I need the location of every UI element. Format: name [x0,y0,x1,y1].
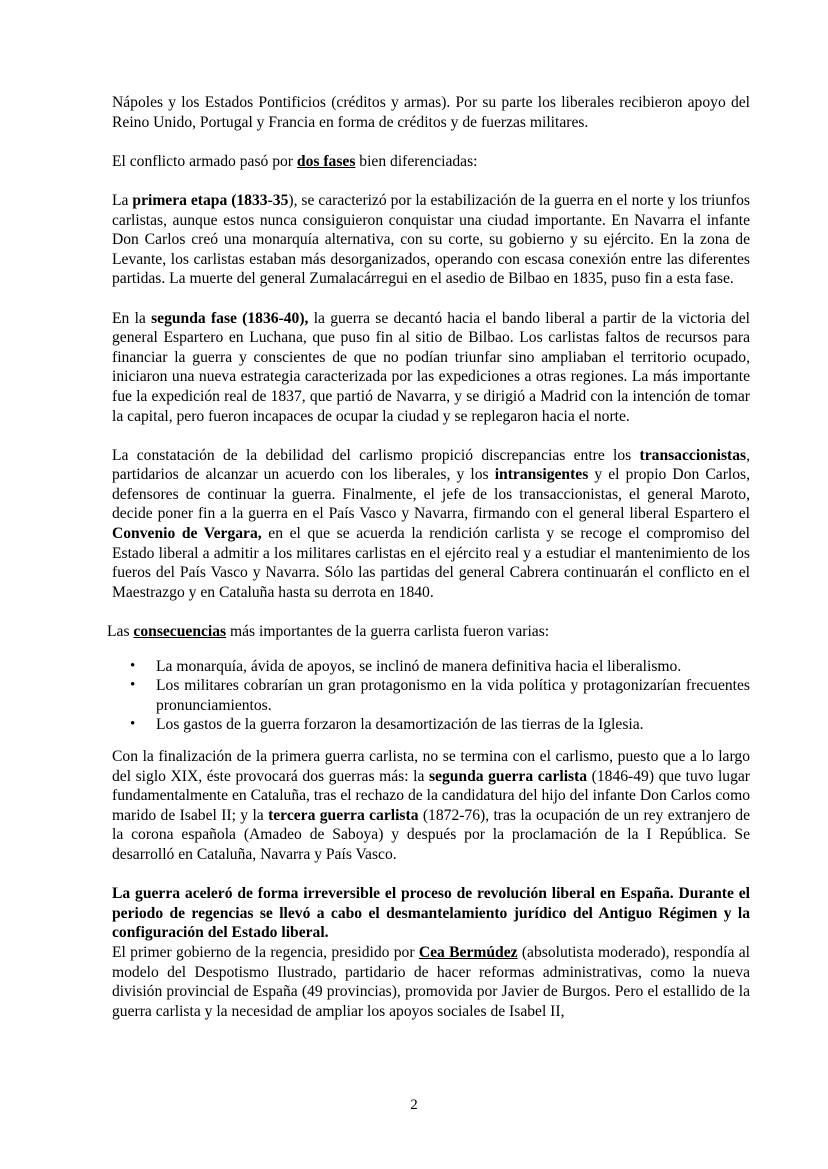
emphasis-transaccionistas: transaccionistas [639,446,747,464]
emphasis-dos-fases: dos fases [296,152,356,170]
emphasis-consecuencias: consecuencias [133,623,227,641]
list-item: • Los militares cobrarían un gran protagonismo en la vida política y protagonizarían frecuentes pronunciamientos. [156,676,750,715]
page-number: 2 [410,1097,418,1113]
paragraph-first-stage: La primera etapa (1833-35), se caracterizó por la estabilización de la guerra en el norte y los triunfos carlistas, aunque estos nunca consiguieron conquistar una ciudad importante. En Navarra el infante Don Carlos creó una monarquía alternativa, con su corte, su gobierno y su ejército. En la zona de Levante, los carlistas estaban más desorganizados, operando con escasa conexión entre las diferentes partidas. La muerte del general Zumalacárregui en el asedio de Bilbao en 1835, puso fin a esta fase. [112,191,750,288]
paragraph-vergara: La constatación de la debilidad del carlismo propició discrepancias entre los transaccionistas, partidarios de alcanzar un acuerdo con los liberales, y los intransigentes y el propio Don Carlos, defensores de continuar la guerra. Finalmente, el jefe de los transaccionistas, el general Maroto, decide poner fin a la guerra en el País Vasco y Navarra, firmando con el general liberal Espartero el Convenio de Vergara, en el que se acuerda la rendición carlista y se recoge el compromiso del Estado liberal a admitir a los militares carlistas en el ejército real y a estudiar el mantenimiento de los fueros del País Vasco y Navarra. Sólo las partidas del general Cabrera continuarán el conflicto en el Maestrazgo y en Cataluña hasta su derrota en 1840. [112,446,751,601]
paragraph-second-stage: En la segunda fase (1836-40), la guerra se decantó hacia el bando liberal a partir de la victoria del general Espartero en Luchana, que puso fin al sitio de Bilbao. Los carlistas faltos de recursos para financiar la guerra y conscientes de que no podían triunfar sino ampliaban el territorio ocupado, iniciaron una nueva estrategia caracterizada por las expediciones a otras regiones. La más importante fue la expedición real de 1837, que partió de Navarra, y se dirigió a Madrid con la intención de tomar la capital, pero fueron incapaces de ocupar la ciudad y se replegaron hacia el norte. [112,309,751,425]
document-body [107,93,751,1041]
list-item: • Los gastos de la guerra forzaron la desamortización de las tierras de la Iglesia. [156,715,750,735]
paragraph-later-wars: Con la finalización de la primera guerra carlista, no se termina con el carlismo, puesto que a lo largo del siglo XIX, éste provocará dos guerras más: la segunda guerra carlista (1846-49) que tuvo lugar fundamentalmente en Cataluña, tras el rechazo de la candidatura del hijo del infante Don Carlos como marido de Isabel II; y la tercera guerra carlista (1872-76), tras la ocupación de un rey extranjero de la corona española (Amadeo de Saboya) y después por la proclamación de la I República. Se desarrolló en Cataluña, Navarra y País Vasco. [112,748,751,863]
emphasis-convenio-vergara: Convenio de Vergara, [112,525,262,543]
emphasis-tercera-guerra: tercera guerra carlista [268,806,419,824]
emphasis-primera-etapa: primera etapa (1833-35 [132,191,289,209]
paragraph-regency: El primer gobierno de la regencia, presidido por Cea Bermúdez (absolutista moderado), respondía al modelo del Despotismo Ilustrado, partidario de hacer reformas administrativas, como la nueva división provincial de España (49 provincias), promovida por Javier de Burgos. Pero el estallido de la guerra carlista y la necesidad de ampliar los apoyos sociales de Isabel II, [112,943,750,1020]
consequences-list [112,657,750,735]
paragraph-phases: El conflicto armado pasó por dos fases bien diferenciadas: [112,152,478,170]
paragraph-intro: Nápoles y los Estados Pontificios (créditos y armas). Por su parte los liberales recibieron apoyo del Reino Unido, Portugal y Francia en forma de créditos y de fuerzas militares. [112,94,750,131]
emphasis-intransigentes: intransigentes [494,466,589,484]
emphasis-cea-bermudez: Cea Bermúdez [418,943,518,961]
emphasis-segunda-fase: segunda fase (1836-40), [151,309,309,327]
paragraph-bold-summary: La guerra aceleró de forma irreversible el proceso de revolución liberal en España. Durante el periodo de regencias se llevó a cabo el desmantelamiento jurídico del Antiguo Régimen y la configuración del Estado liberal. [112,885,750,942]
emphasis-segunda-guerra: segunda guerra carlista [428,767,588,785]
paragraph-consequences: Las consecuencias más importantes de la guerra carlista fueron varias: [107,623,550,641]
list-item: • La monarquía, ávida de apoyos, se inclinó de manera definitiva hacia el liberalismo. [156,657,750,677]
